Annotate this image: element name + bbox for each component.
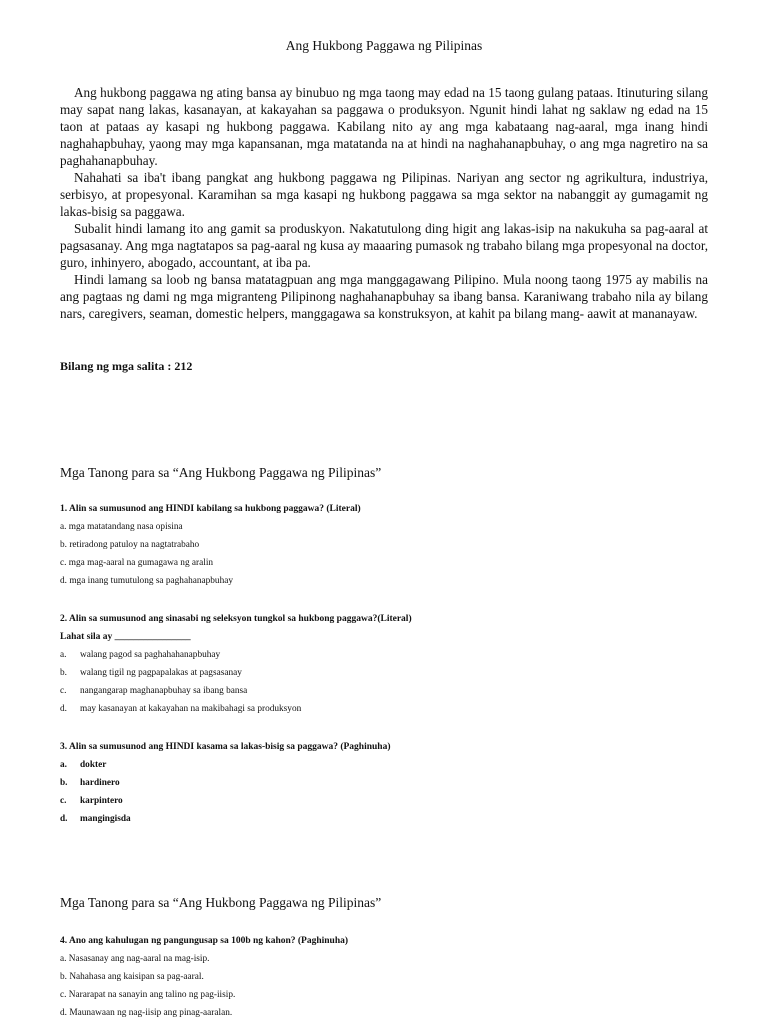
option-text: dokter [80, 760, 107, 770]
answer-option[interactable] [60, 1004, 720, 1022]
questions-header: Mga Tanong para sa “Ang Hukbong Paggawa ng Pilipinas” [60, 895, 382, 910]
option-text: nangangarap maghanapbuhay sa ibang bansa [80, 686, 248, 696]
answer-option[interactable] [60, 664, 720, 682]
option-label: b. [60, 540, 67, 550]
option-text: Nasasanay ang nag-aaral na mag-isip. [68, 954, 210, 964]
answer-option[interactable] [60, 986, 720, 1004]
question-prompt: Lahat sila ay ________________ [60, 632, 191, 642]
option-label: a. [60, 760, 67, 770]
option-text: mangingisda [80, 814, 131, 824]
option-label: b. [60, 668, 67, 678]
paragraph: Hindi lamang sa loob ng bansa matatagpuan ang mga manggagawang Pilipino. Mula noong taong 1975 ay mabilis na ang pagtaas ng dami ng mga migranteng Pilipinong naghahanapbuhay sa ibang bansa. Karaniwang trabaho nila ay bilang nars, caregivers, seaman, domestic helpers, manggagawa sa konstruksyon, at kahit pa bilang mang- aawit at mananayaw. [60, 272, 708, 321]
answer-option[interactable] [60, 682, 720, 700]
option-label: b. [60, 972, 67, 982]
option-label: a. [60, 522, 67, 532]
option-text: Nahahasa ang kaisipan sa pag-aaral. [69, 972, 204, 982]
answer-option[interactable] [60, 792, 720, 810]
document-title: Ang Hukbong Paggawa ng Pilipinas [285, 38, 483, 53]
option-text: karpintero [80, 796, 123, 806]
answer-option[interactable] [60, 572, 720, 590]
paragraph: Subalit hindi lamang ito ang gamit sa produskyon. Nakatutulong ding higit ang lakas-isip na nakukuha sa pag-aaral at pagsasanay. Ang mga nagtatapos sa pag-aaral ng kusa ay maaaring pumasok ng trabaho bilang mga propesyonal na doctor, guro, inhinyero, abogado, accountant, at iba pa. [60, 221, 708, 270]
option-text: hardinero [80, 778, 120, 788]
option-text: walang tigil ng pagpapalakas at pagsasanay [80, 668, 242, 678]
question-4 [60, 932, 720, 1022]
question-stem: 2. Alin sa sumusunod ang sinasabi ng seleksyon tungkol sa hukbong paggawa?(Literal) [60, 614, 412, 624]
question-3 [60, 738, 720, 828]
answer-option[interactable] [60, 646, 720, 664]
question-stem: 1. Alin sa sumusunod ang HINDI kabilang sa hukbong paggawa? (Literal) [60, 504, 361, 514]
option-label: c. [60, 990, 67, 1000]
option-label: c. [60, 686, 67, 696]
option-label: d. [60, 1008, 67, 1018]
option-text: Nararapat na sanayin ang talino ng pag-iisip. [68, 990, 236, 1000]
option-label: d. [60, 814, 68, 824]
option-label: c. [60, 558, 67, 568]
option-text: Maunawaan ng nag-iisip ang pinag-aaralan. [69, 1008, 233, 1018]
option-label: d. [60, 704, 67, 714]
answer-option[interactable] [60, 518, 720, 536]
question-2 [60, 610, 720, 718]
option-text: retiradong patuloy na nagtatrabaho [69, 540, 200, 550]
option-text: mga mag-aaral na gumagawa ng aralin [68, 558, 214, 568]
question-stem: 3. Alin sa sumusunod ang HINDI kasama sa lakas-bisig sa paggawa? (Paghinuha) [60, 742, 391, 752]
answer-option[interactable] [60, 700, 720, 718]
option-label: a. [60, 954, 67, 964]
answer-option[interactable] [60, 950, 720, 968]
answer-option[interactable] [60, 536, 720, 554]
answer-option[interactable] [60, 968, 720, 986]
paragraph: Ang hukbong paggawa ng ating bansa ay binubuo ng mga taong may edad na 15 taong gulang pataas. Itinuturing silang may sapat nang lakas, kasanayan, at kakayahan sa paggawa o produksyon. Ngunit hindi lahat ng saklaw ng edad na 15 taon at pataas ay kasapi ng hukbong paggawa. Kabilang nito ay ang mga kabataang nag-aaral, mga inang hindi naghahapbuhay, yaong may mga kapansanan, mga matatanda na at hindi na naghahanapbuhay, o ang mga nagretiro na sa paghahanapbuhay. [60, 85, 708, 168]
option-text: mga matatandang nasa opisina [68, 522, 183, 532]
answer-option[interactable] [60, 774, 720, 792]
article-body [60, 84, 708, 322]
questions-header: Mga Tanong para sa “Ang Hukbong Paggawa ng Pilipinas” [60, 465, 382, 480]
option-text: mga inang tumutulong sa paghahanapbuhay [69, 576, 234, 586]
answer-option[interactable] [60, 810, 720, 828]
answer-option[interactable] [60, 756, 720, 774]
question-1 [60, 500, 720, 590]
option-label: b. [60, 778, 68, 788]
option-label: a. [60, 650, 67, 660]
answer-option[interactable] [60, 554, 720, 572]
paragraph: Nahahati sa iba't ibang pangkat ang hukbong paggawa ng Pilipinas. Nariyan ang sector ng agrikultura, industriya, serbisyo, at propesyonal. Karamihan sa mga kasapi ng hukbong paggawa sa mga sektor na nabanggit ay gumagamit ng lakas-bisig sa paggawa. [60, 170, 708, 219]
question-stem: 4. Ano ang kahulugan ng pangungusap sa 100b ng kahon? (Paghinuha) [60, 936, 349, 946]
word-count: Bilang ng mga salita : 212 [60, 359, 193, 373]
option-label: d. [60, 576, 67, 586]
option-text: walang pagod sa paghahahanapbuhay [80, 650, 221, 660]
option-label: c. [60, 796, 67, 806]
option-text: may kasanayan at kakayahan na makibahagi sa produksyon [80, 704, 302, 714]
